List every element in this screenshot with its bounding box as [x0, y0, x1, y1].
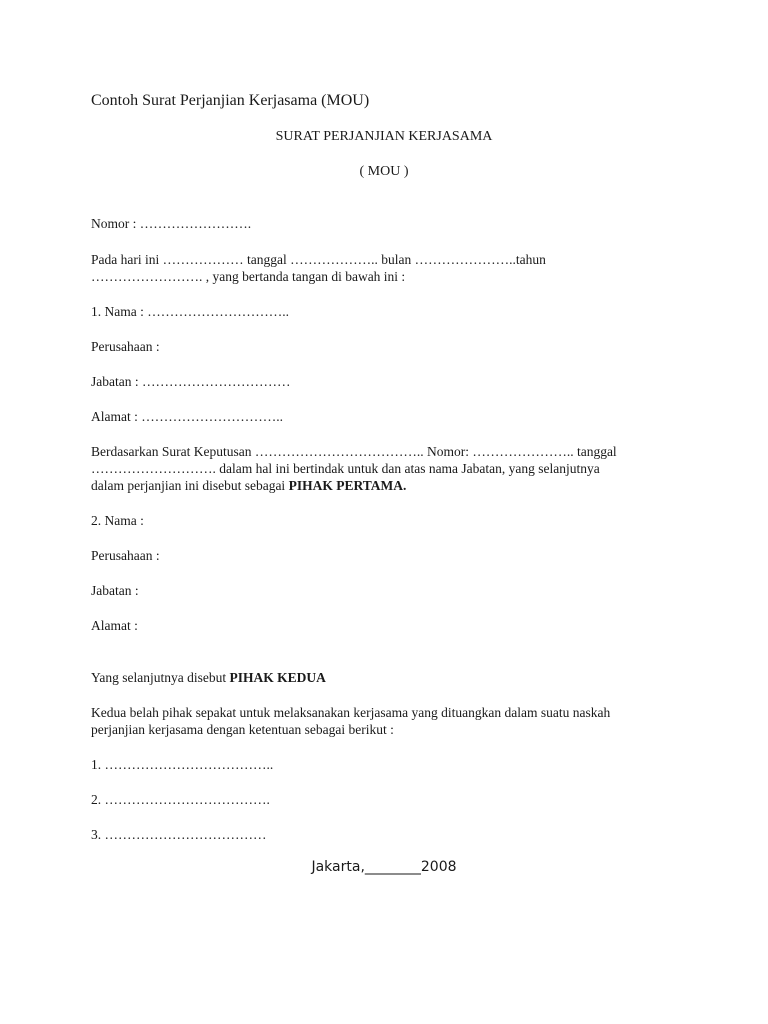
- term-item-3: 3. ………………………………: [91, 827, 267, 842]
- pihak-kedua-label: PIHAK KEDUA: [229, 670, 326, 685]
- letter-subheading: ( MOU ): [359, 164, 409, 179]
- party1-perusahaan: Perusahaan :: [91, 339, 160, 354]
- agreement-line-2: perjanjian kerjasama dengan ketentuan sebagai berikut :: [91, 722, 394, 737]
- party2-jabatan: Jabatan :: [91, 583, 139, 598]
- party2-nama: 2. Nama :: [91, 513, 144, 528]
- party2-called-prefix: Yang selanjutnya disebut: [91, 670, 230, 685]
- party2-perusahaan: Perusahaan :: [91, 548, 160, 563]
- agreement-line-1: Kedua belah pihak sepakat untuk melaksanakan kerjasama yang dituangkan dalam suatu naskah: [91, 705, 611, 720]
- place-date: Jakarta,________2008: [311, 859, 457, 875]
- intro-line-1: Pada hari ini ……………… tanggal ……………….. bulan …………………..tahun: [91, 252, 546, 267]
- party1-jabatan: Jabatan : ……………………………: [91, 374, 291, 389]
- term-item-2: 2. ……………………………….: [91, 792, 270, 807]
- pihak-pertama-label: PIHAK PERTAMA.: [288, 478, 407, 493]
- party2-alamat: Alamat :: [91, 618, 138, 633]
- party2-called-line: [91, 669, 326, 686]
- term-item-1: 1. ………………………………..: [91, 757, 274, 772]
- party1-alamat: Alamat : …………………………..: [91, 409, 283, 424]
- party1-decree-line-1: Berdasarkan Surat Keputusan ……………………………….. Nomor: ………………….. tanggal: [91, 444, 617, 459]
- party1-decree-line-3: [91, 477, 406, 494]
- party1-decree-prefix: dalam perjanjian ini disebut sebagai: [91, 478, 289, 493]
- nomor-line: Nomor : …………………….: [91, 216, 252, 231]
- party1-nama: 1. Nama : …………………………..: [91, 304, 289, 319]
- document-title: Contoh Surat Perjanjian Kerjasama (MOU): [91, 92, 370, 109]
- party1-decree-line-2: ………………………. dalam hal ini bertindak untuk dan atas nama Jabatan, yang selanjutnya: [91, 461, 600, 476]
- letter-heading: SURAT PERJANJIAN KERJASAMA: [275, 129, 493, 144]
- intro-line-2: ……………………. , yang bertanda tangan di bawah ini :: [91, 269, 406, 284]
